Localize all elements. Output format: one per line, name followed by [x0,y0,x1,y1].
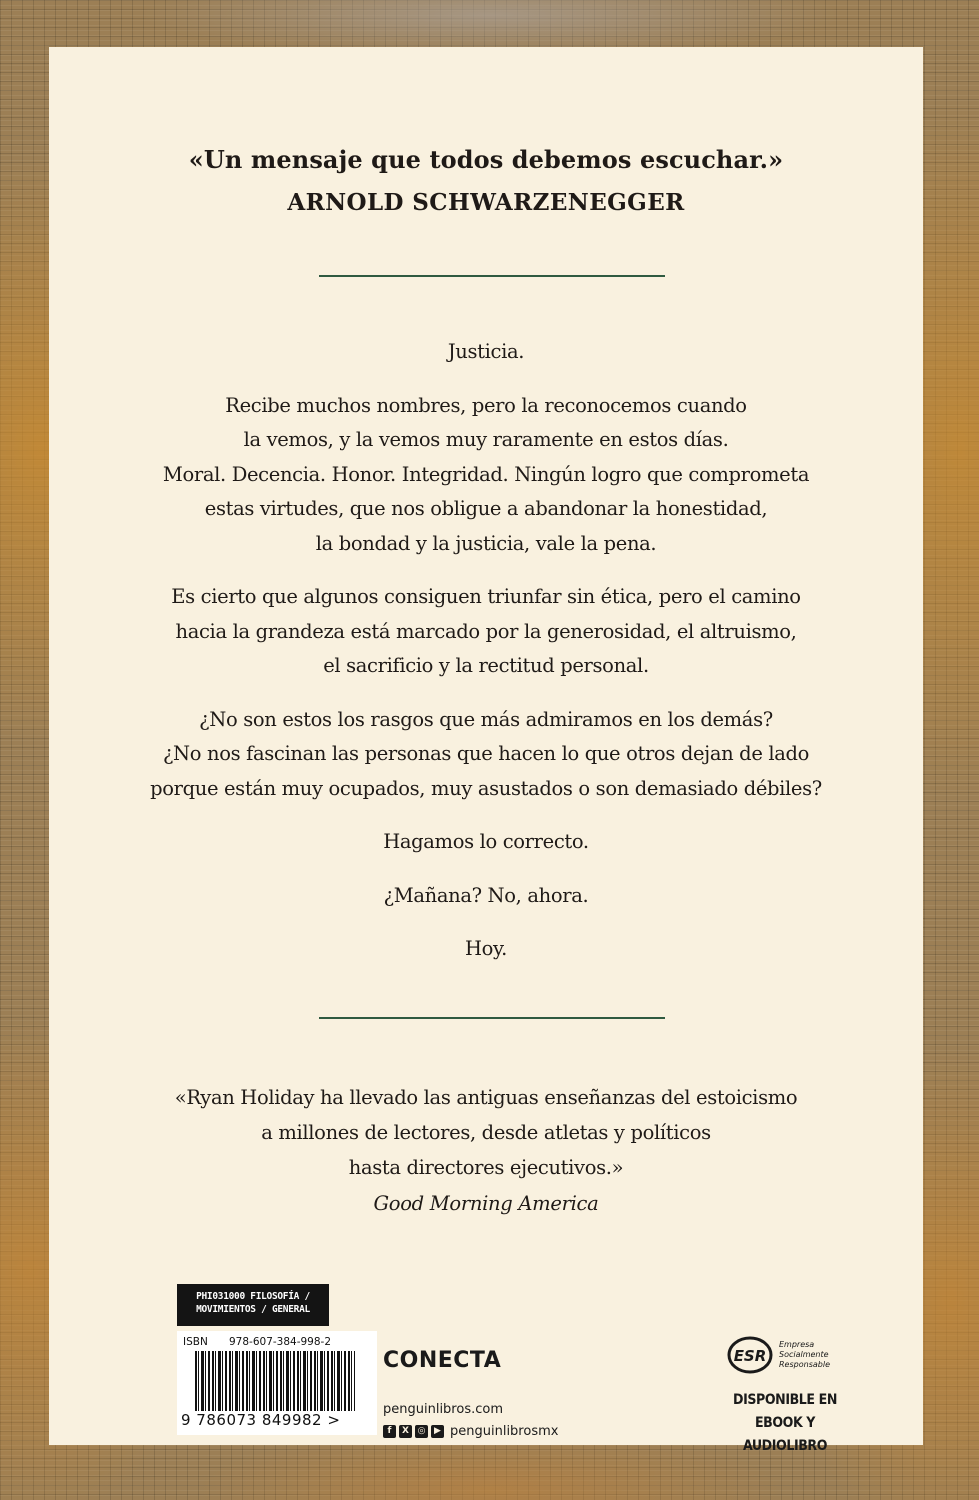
blurb-paragraph [49,389,923,562]
availability-note [715,1389,855,1458]
bottom-quote [49,1080,923,1185]
social-links [383,1423,558,1439]
blurb-line: Hoy. [465,937,507,960]
top-quote-author: ARNOLD SCHWARZENEGGER [287,189,685,216]
blurb-line: porque están muy ocupados, muy asustados o son demasiado débiles? [150,776,822,800]
blurb-line: ¿No son estos los rasgos que más admiramos en los demás? [199,707,773,731]
blurb-paragraph [49,825,923,860]
instagram-icon[interactable]: ◎ [415,1425,428,1438]
esr-label [779,1340,830,1370]
blurb-paragraph [49,580,923,684]
blurb-line: el sacrificio y la rectitud personal. [323,654,649,677]
availability-line: EBOOK Y AUDIOLIBRO [742,1415,828,1454]
barcode-bars [195,1351,355,1411]
blurb-line: estas virtudes, que nos obligue a abandonar la honestidad, [204,497,768,520]
blurb-line: Es cierto que algunos consiguen triunfar sin ética, pero el camino [171,585,801,608]
social-handle[interactable]: penguinlibrosmx [450,1423,559,1439]
blurb-line: la bondad y la justicia, vale la pena. [315,531,657,555]
youtube-icon[interactable]: ▶ [431,1425,444,1438]
isbn-number: 978-607-384-998-2 [229,1336,332,1348]
bottom-quote-line: a millones de lectores, desde atletas y políticos [261,1121,711,1144]
divider-top [319,275,665,277]
bottom-quote-source: Good Morning America [373,1192,599,1215]
bottom-quote-line: «Ryan Holiday ha llevado las antiguas enseñanzas del estoicismo [174,1086,798,1109]
esr-line: Empresa [779,1340,815,1349]
esr-logo-text: ESR [733,1347,767,1365]
blurb-line: Justicia. [447,340,525,363]
category-label [177,1284,329,1326]
bottom-quote-line: hasta directores ejecutivos.» [348,1156,624,1179]
blurb-paragraph [49,335,923,370]
blurb-line: hacia la grandeza está marcado por la generosidad, el altruismo, [175,619,797,643]
category-line: MOVIMIENTOS / GENERAL [196,1304,310,1315]
blurb-line: ¿No nos fascinan las personas que hacen lo que otros dejan de lado [162,742,810,765]
top-quote: «Un mensaje que todos debemos escuchar.» [188,145,784,174]
divider-bottom [319,1017,665,1019]
x-icon[interactable]: X [399,1425,412,1438]
isbn-label: ISBN [183,1336,208,1348]
facebook-icon[interactable]: f [383,1425,396,1438]
category-line: PHI031000 FILOSOFÍA / [196,1291,310,1302]
blurb-line: ¿Mañana? No, ahora. [383,883,589,907]
blurb-paragraph [49,703,923,807]
esr-line: Responsable [779,1360,830,1369]
blurb-line: Recibe muchos nombres, pero la reconocemos cuando [225,393,747,417]
publisher-logo: CONECTA [383,1348,502,1373]
barcode [177,1331,377,1435]
blurb-paragraph [49,879,923,914]
back-cover-panel [49,47,923,1454]
blurb [49,335,923,986]
esr-logo-icon [726,1335,774,1375]
blurb-line: Hagamos lo correcto. [383,830,589,853]
availability-line: DISPONIBLE EN [733,1392,837,1408]
blurb-paragraph [49,932,923,967]
blurb-line: Moral. Decencia. Honor. Integridad. Ningún logro que comprometa [162,462,810,486]
barcode-digits: 9 786073 849982 > [181,1411,341,1429]
esr-line: Socialmente [779,1350,829,1359]
blurb-line: la vemos, y la vemos muy raramente en estos días. [243,428,729,451]
publisher-website[interactable]: penguinlibros.com [383,1402,503,1417]
